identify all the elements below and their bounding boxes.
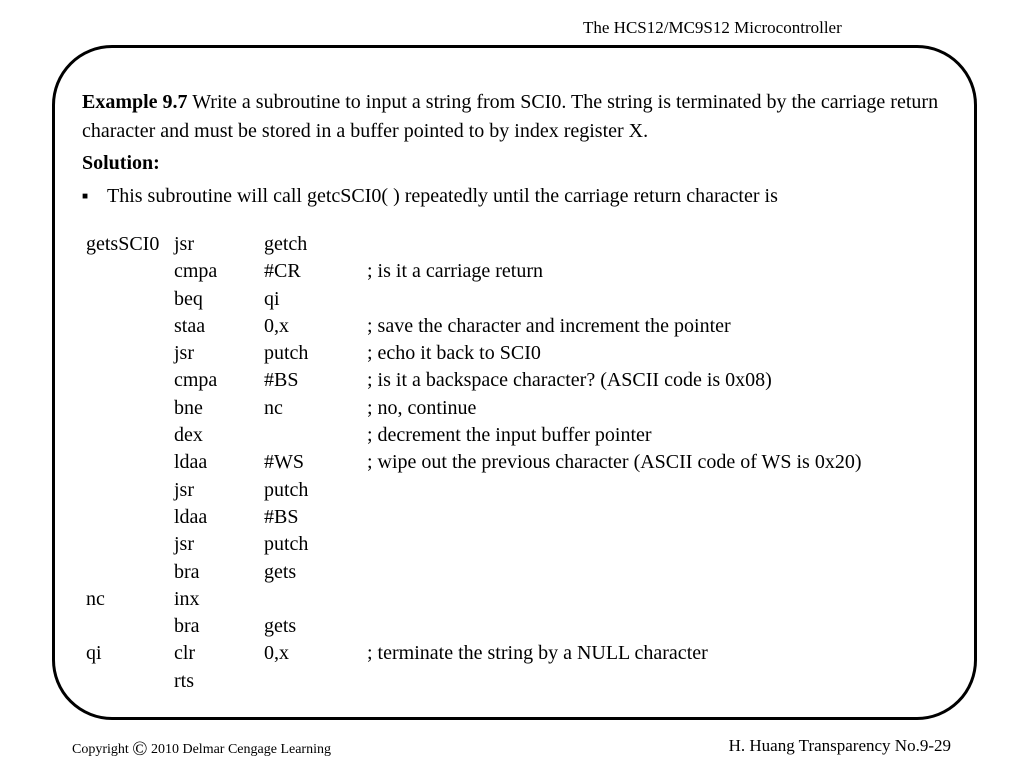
code-operand: putch (264, 478, 309, 501)
code-comment: ; no, continue (367, 396, 477, 419)
code-operand: gets (264, 560, 297, 583)
example-paragraph (82, 88, 952, 146)
copyright-icon: © (132, 738, 148, 760)
code-label: nc (86, 587, 105, 610)
code-operand: putch (264, 342, 309, 365)
code-opcode: bra (174, 560, 200, 583)
code-operand: #BS (264, 369, 299, 392)
copyright-prefix: Copyright (72, 742, 129, 757)
code-opcode: bra (174, 615, 200, 638)
code-opcode: jsr (174, 342, 194, 365)
code-opcode: staa (174, 314, 206, 337)
copyright-footer (72, 738, 331, 761)
code-operand: 0,x (264, 314, 289, 337)
code-opcode: bne (174, 396, 203, 419)
code-opcode: jsr (174, 233, 194, 255)
code-opcode: cmpa (174, 369, 218, 392)
code-label: qi (86, 642, 102, 665)
code-operand: qi (264, 287, 280, 310)
code-opcode: jsr (174, 533, 194, 556)
code-comment: ; is it a carriage return (367, 260, 544, 283)
code-comment: ; save the character and increment the pointer (367, 314, 731, 337)
code-opcode: ldaa (174, 505, 208, 528)
example-label: Example 9.7 (82, 91, 188, 113)
slide-content (82, 88, 952, 211)
code-opcode: inx (174, 587, 200, 610)
code-operand: putch (264, 533, 309, 556)
code-opcode: clr (174, 642, 196, 665)
code-comment: ; is it a backspace character? (ASCII code is 0x08) (367, 369, 772, 392)
code-comment: ; decrement the input buffer pointer (367, 424, 652, 447)
copyright-text: 2010 Delmar Cengage Learning (150, 742, 331, 757)
solution-bullet-text: This subroutine will call getcSCI0( ) repeatedly until the carriage return character is (107, 185, 778, 207)
code-operand: 0,x (264, 642, 289, 665)
code-operand: #WS (264, 451, 304, 474)
code-operand: nc (264, 396, 283, 419)
slide-header-title: The HCS12/MC9S12 Microcontroller (583, 18, 842, 37)
solution-label: Solution: (82, 152, 160, 174)
code-operand: getch (264, 233, 308, 255)
code-opcode: cmpa (174, 260, 218, 283)
solution-bullet (82, 182, 952, 211)
transparency-number: H. Huang Transparency No.9-29 (728, 736, 951, 755)
code-operand: #CR (264, 260, 301, 283)
code-opcode: rts (174, 669, 194, 692)
code-comment: ; terminate the string by a NULL character (367, 642, 708, 665)
code-opcode: beq (174, 287, 203, 310)
code-operand: #BS (264, 505, 299, 528)
code-comment: ; echo it back to SCI0 (367, 342, 541, 365)
code-opcode: ldaa (174, 451, 208, 474)
code-label: getsSCI0 (86, 233, 160, 255)
square-bullet-icon: ■ (82, 191, 89, 202)
code-opcode: dex (174, 424, 203, 447)
code-comment: ; wipe out the previous character (ASCII code of WS is 0x20) (367, 451, 862, 474)
code-operand: gets (264, 615, 297, 638)
code-opcode: jsr (174, 478, 194, 501)
example-text: Write a subroutine to input a string from SCI0. The string is terminated by the carriage return character and must be stored in a buffer pointed to by index register X. (82, 91, 939, 142)
